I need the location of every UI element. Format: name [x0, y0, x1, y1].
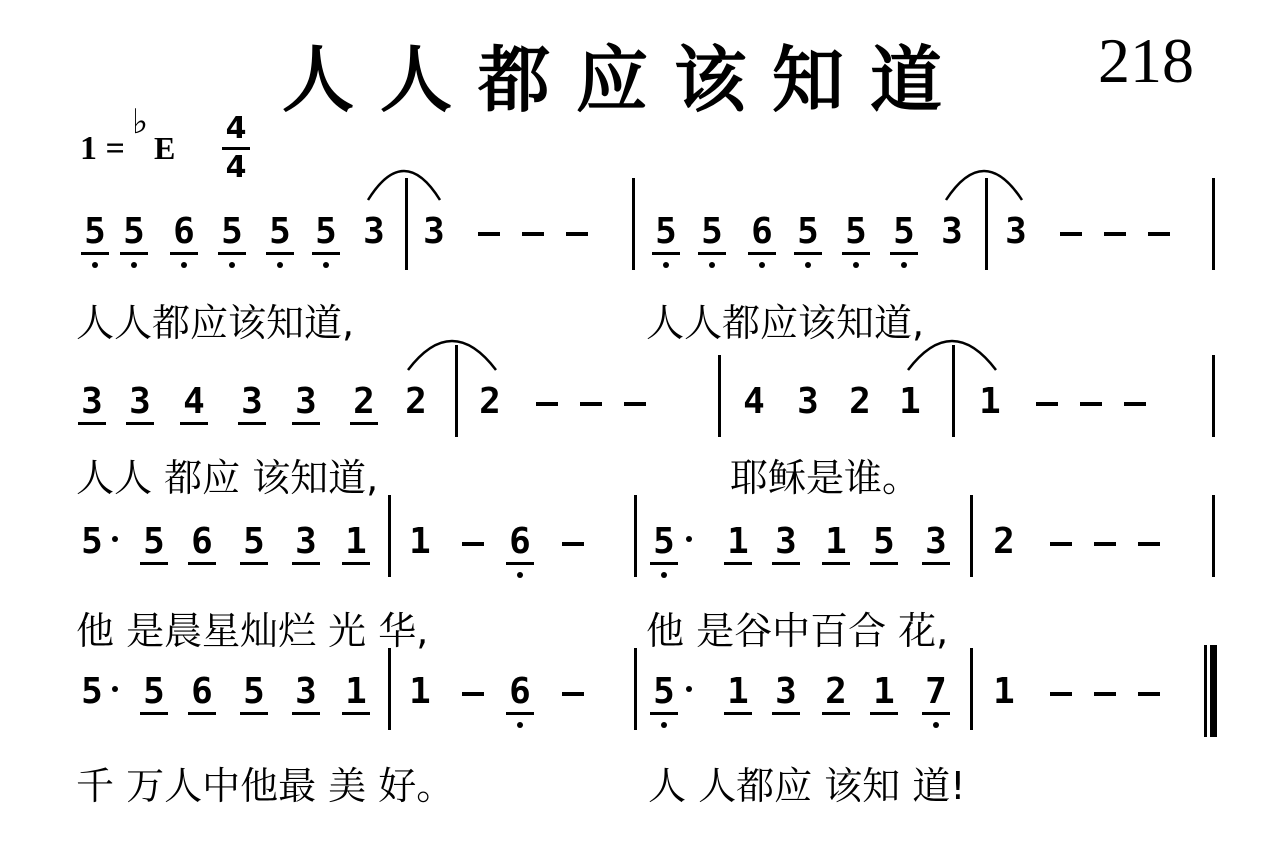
- lyric-line: 他 是晨星灿烂 光 华,: [76, 609, 429, 653]
- note: 1: [993, 671, 1015, 712]
- note: 5: [873, 521, 895, 562]
- note: 5: [243, 671, 265, 712]
- lyric-line: 千 万人中他最 美 好。: [76, 764, 455, 808]
- note: 5: [845, 211, 867, 252]
- note: 1: [727, 521, 749, 562]
- note: 5: [243, 521, 265, 562]
- note: 3: [1005, 211, 1027, 252]
- note: 3: [775, 671, 797, 712]
- note: 3: [129, 381, 151, 422]
- lyric-line: 耶稣是谁。: [730, 456, 921, 500]
- time-signature-bottom: 4: [225, 150, 247, 185]
- note: 4: [183, 381, 205, 422]
- note: 3: [241, 381, 263, 422]
- note: 3: [423, 211, 445, 252]
- note: 1: [825, 521, 847, 562]
- note: 7: [925, 671, 947, 712]
- lyric-line: 人人都应该知道,: [646, 301, 925, 345]
- note: 6: [509, 671, 531, 712]
- note: 5: [315, 211, 337, 252]
- note: 1: [345, 521, 367, 562]
- note: 6: [509, 521, 531, 562]
- note: 2: [993, 521, 1015, 562]
- lyric-line: 他 是谷中百合 花,: [646, 609, 949, 653]
- note: 3: [775, 521, 797, 562]
- note: 1: [899, 381, 921, 422]
- note: 6: [191, 671, 213, 712]
- tie: [946, 171, 1022, 200]
- hymn-number: 218: [1098, 25, 1194, 96]
- note: 6: [173, 211, 195, 252]
- song-title: 人人都应该知道: [282, 38, 969, 122]
- note: 5: [143, 521, 165, 562]
- key-note: E: [154, 130, 176, 166]
- note: 6: [751, 211, 773, 252]
- note: 3: [81, 381, 103, 422]
- note: 2: [353, 381, 375, 422]
- note: 2: [479, 381, 501, 422]
- note: 4: [743, 381, 765, 422]
- note: 1: [345, 671, 367, 712]
- note: 1: [409, 671, 431, 712]
- note: 3: [295, 381, 317, 422]
- note: 5: [653, 521, 675, 562]
- note: 5: [221, 211, 243, 252]
- note: 5: [81, 671, 103, 712]
- note: 5: [81, 521, 103, 562]
- note: 3: [363, 211, 385, 252]
- tie: [368, 171, 440, 200]
- note: 5: [653, 671, 675, 712]
- note: 5: [269, 211, 291, 252]
- note: 6: [191, 521, 213, 562]
- lyric-line: 人人 都应 该知道,: [76, 456, 379, 500]
- key-prefix: 1 =: [80, 130, 125, 167]
- note: 1: [979, 381, 1001, 422]
- note: 1: [409, 521, 431, 562]
- note: 5: [893, 211, 915, 252]
- note: 2: [825, 671, 847, 712]
- note: 3: [295, 671, 317, 712]
- lyric-line: 人人都应该知道,: [76, 301, 355, 345]
- time-signature-top: 4: [225, 111, 247, 146]
- note: 3: [925, 521, 947, 562]
- lyric-line: 人 人都应 该知 道!: [648, 764, 966, 808]
- note: 5: [123, 211, 145, 252]
- note: 1: [727, 671, 749, 712]
- note: 2: [405, 381, 427, 422]
- note: 3: [941, 211, 963, 252]
- note: 5: [655, 211, 677, 252]
- note: 3: [295, 521, 317, 562]
- note: 5: [143, 671, 165, 712]
- note: 5: [701, 211, 723, 252]
- note: 5: [84, 211, 106, 252]
- tie: [408, 341, 496, 370]
- note: 2: [849, 381, 871, 422]
- note: 3: [797, 381, 819, 422]
- note: 5: [797, 211, 819, 252]
- flat-sign: ♭: [132, 102, 149, 142]
- note: 1: [873, 671, 895, 712]
